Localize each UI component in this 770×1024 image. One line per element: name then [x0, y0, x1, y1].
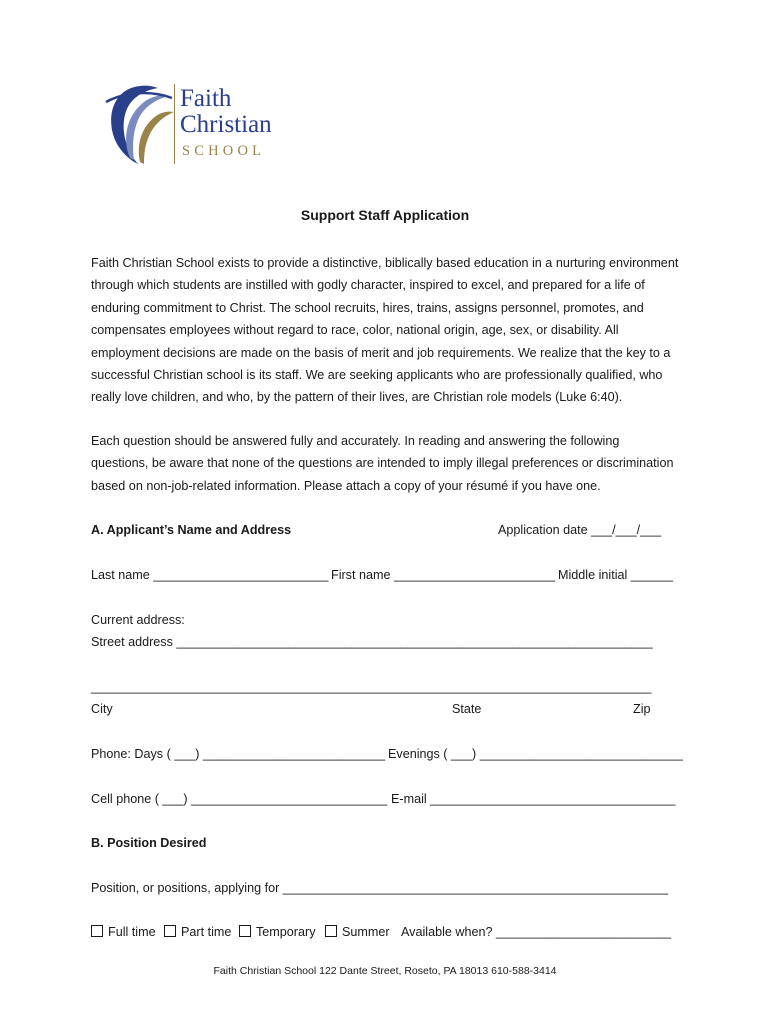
street-address-field[interactable]: Street address ____________________________________________________________________	[91, 635, 653, 649]
logo-divider	[174, 84, 175, 164]
logo-swoosh-icon	[100, 78, 176, 168]
option-temporary[interactable]	[239, 925, 316, 939]
city-label: City	[91, 702, 113, 716]
intro-line: successful Christian school is its staff. We are seeking applicants who are professionally qualified, who	[91, 368, 663, 383]
intro-line: employment decisions are made on the basis of merit and job requirements. We realize that the key to a	[91, 345, 671, 360]
position-applying-field[interactable]: Position, or positions, applying for _______________________________________________________	[91, 881, 669, 895]
phone-evenings-field[interactable]: Evenings ( ___) _____________________________	[388, 747, 683, 761]
checkbox-icon[interactable]	[325, 925, 337, 937]
available-when-field[interactable]: Available when? _________________________	[401, 925, 672, 939]
option-part-time[interactable]	[164, 925, 231, 939]
intro-line: compensates employees without regard to race, color, national origin, age, sex, or disability. All	[91, 323, 619, 338]
phone-days-field[interactable]: Phone: Days ( ___) __________________________	[91, 747, 386, 761]
logo-text-faith: Faith	[180, 85, 232, 112]
zip-label: Zip	[633, 702, 651, 716]
checkbox-icon[interactable]	[164, 925, 176, 937]
page-title: Support Staff Application	[300, 207, 470, 223]
footer-address: Faith Christian School 122 Dante Street, Roseto, PA 18013 610-588-3414	[213, 965, 557, 977]
instructions-paragraph	[91, 430, 691, 497]
option-full-time[interactable]	[91, 925, 156, 939]
intro-line: Faith Christian School exists to provide a distinctive, biblically based education in a nurturing environment	[91, 256, 679, 270]
logo-text-school: SCHOOL	[182, 143, 266, 159]
option-summer[interactable]	[325, 925, 390, 939]
intro-paragraph	[91, 252, 691, 409]
checkbox-icon[interactable]	[239, 925, 251, 937]
current-address-label: Current address:	[91, 613, 185, 627]
checkbox-icon[interactable]	[91, 925, 103, 937]
instructions-line: Each question should be answered fully and accurately. In reading and answering the following	[91, 434, 620, 448]
middle-initial-field[interactable]: Middle initial ______	[558, 568, 673, 582]
logo-text-christian: Christian	[180, 111, 272, 138]
cell-phone-field[interactable]: Cell phone ( ___) ____________________________	[91, 792, 388, 806]
first-name-field[interactable]: First name _______________________	[331, 568, 556, 582]
option-label: Summer	[342, 925, 390, 939]
option-label: Part time	[181, 925, 232, 939]
section-b-heading: B. Position Desired	[91, 836, 207, 850]
intro-line: through which students are instilled with godly character, inspired to excel, and prepared for a life of	[91, 278, 645, 293]
instructions-line: questions, be aware that none of the questions are intended to imply illegal preferences or discrimination	[91, 456, 674, 471]
option-label: Temporary	[256, 925, 316, 939]
instructions-line: based on non-job-related information. Please attach a copy of your résumé if you have one.	[91, 478, 601, 493]
last-name-field[interactable]: Last name _________________________	[91, 568, 329, 582]
address-line-2-field[interactable]: ________________________________________________________________________________	[91, 680, 652, 694]
intro-line: enduring commitment to Christ. The school recruits, hires, trains, assigns personnel, promotes, and	[91, 300, 644, 315]
application-date-field[interactable]: Application date ___/___/___	[498, 523, 662, 537]
intro-line: really love children, and who, by the pattern of their lives, are Christian role models (Luke 6:40).	[91, 390, 623, 405]
option-label: Full time	[108, 925, 156, 939]
section-a-heading: A. Applicant’s Name and Address	[91, 523, 292, 537]
email-field[interactable]: E-mail ___________________________________	[391, 792, 676, 806]
state-label: State	[452, 702, 482, 716]
